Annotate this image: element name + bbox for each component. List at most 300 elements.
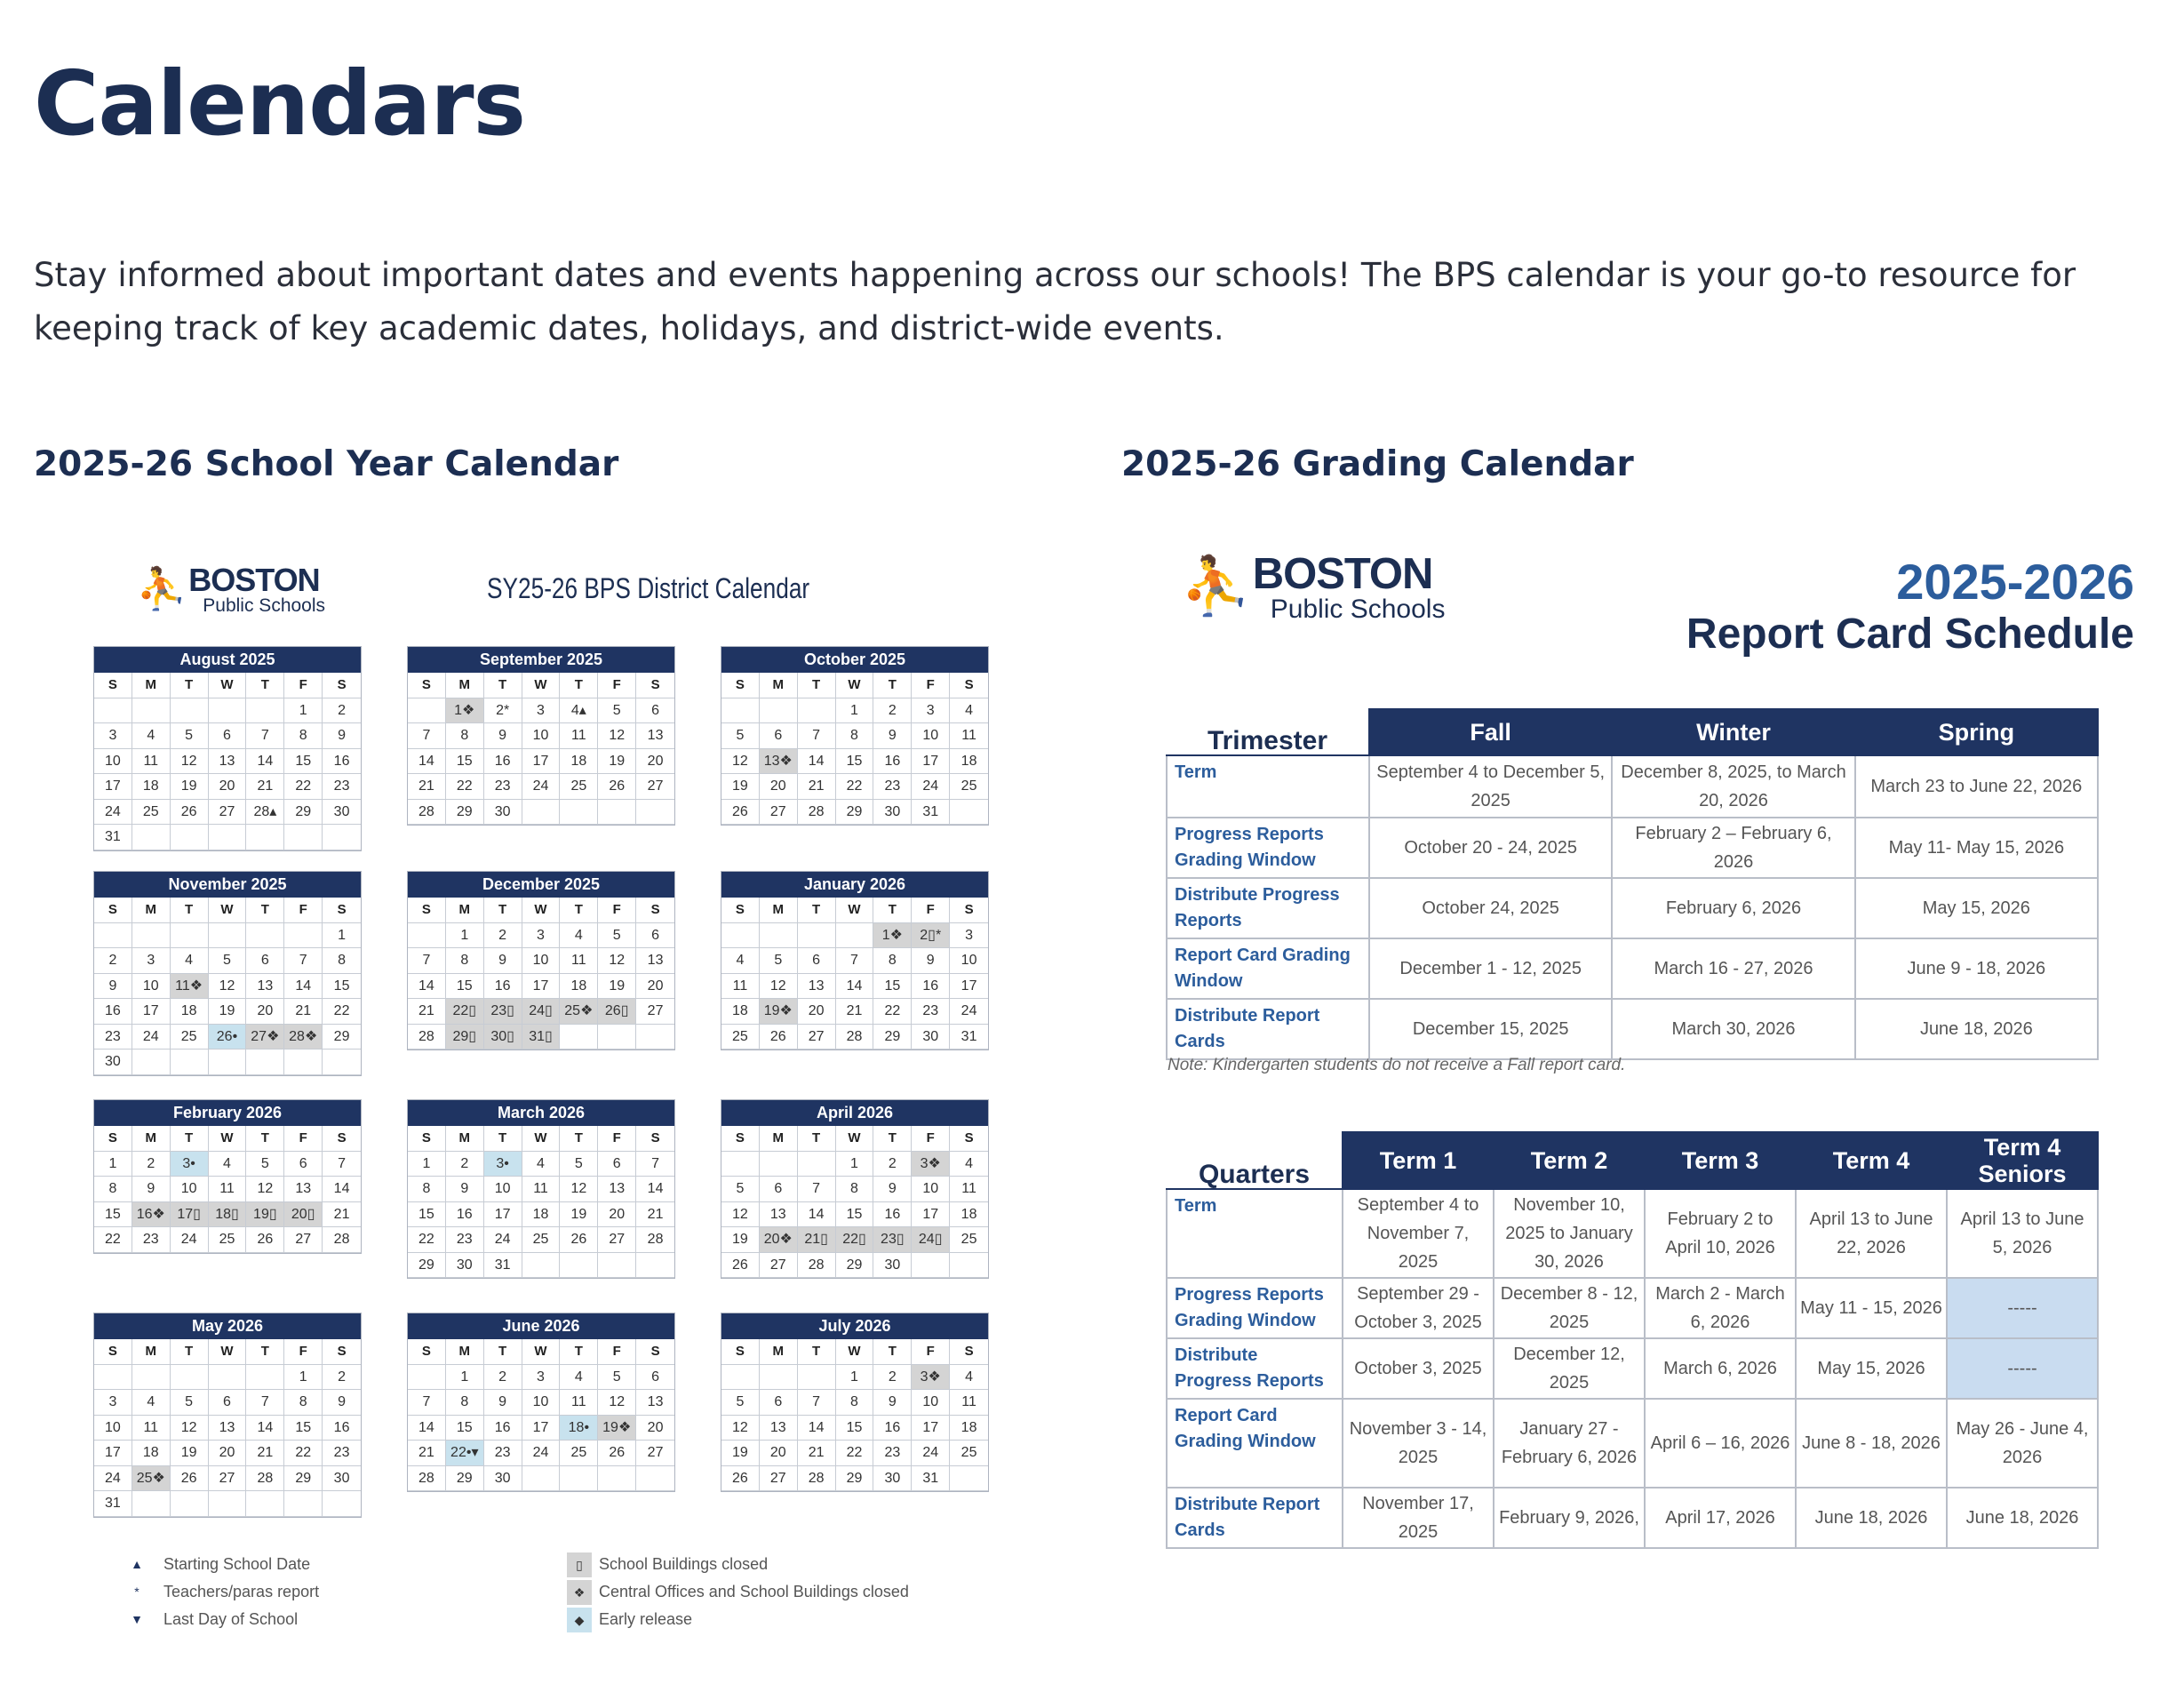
calendar-empty-cell	[284, 1491, 323, 1517]
calendar-day: 16	[873, 1416, 912, 1441]
calendar-day: 6	[209, 723, 247, 749]
calendar-day: 3	[950, 923, 988, 949]
weekday-header: T	[171, 1339, 209, 1365]
weekday-header: S	[636, 1339, 674, 1365]
calendar-day: 6	[246, 948, 284, 974]
month-name: February 2026	[94, 1100, 361, 1126]
calendar-day: 23	[484, 1441, 522, 1466]
calendar-day: 4	[132, 1390, 171, 1416]
calendar-empty-cell	[246, 825, 284, 850]
calendar-day: 20	[246, 999, 284, 1025]
table-cell: May 15, 2026	[1796, 1338, 1947, 1399]
calendar-empty-cell	[912, 1253, 950, 1279]
calendar-day: 6	[598, 1152, 636, 1177]
table-cell: October 24, 2025	[1369, 878, 1612, 938]
calendar-empty-cell	[171, 1365, 209, 1391]
month-name: May 2026	[94, 1313, 361, 1339]
table-cell: May 11 - 15, 2026	[1796, 1278, 1947, 1338]
calendar-day: 25	[560, 774, 598, 800]
calendar-day: 4	[209, 1152, 247, 1177]
calendar-day: 14	[798, 1416, 836, 1441]
calendar-day: 19	[171, 1441, 209, 1466]
calendar-day: 19	[598, 974, 636, 1000]
calendar-empty-cell	[209, 923, 247, 949]
legend-label: Central Offices and School Buildings closed	[599, 1583, 909, 1600]
calendar-day: 30	[912, 1025, 950, 1050]
table-cell: June 9 - 18, 2026	[1855, 938, 2098, 999]
calendar-day: 3❖	[912, 1365, 950, 1391]
calendar-day: 19	[560, 1202, 598, 1228]
weekday-header: M	[132, 1126, 171, 1152]
calendar-day: 4	[132, 723, 171, 749]
calendar-empty-cell	[323, 825, 361, 850]
calendar-day: 11	[950, 1177, 988, 1202]
weekday-header: T	[171, 1126, 209, 1152]
calendar-day: 4▴	[560, 698, 598, 724]
calendar-day: 17	[912, 749, 950, 775]
calendar-day: 7	[636, 1152, 674, 1177]
calendar-empty-cell	[598, 1253, 636, 1279]
calendar-day: 7	[408, 948, 446, 974]
table-cell: September 4 to December 5, 2025	[1369, 755, 1612, 818]
calendar-day: 29	[836, 800, 874, 826]
table-cell: November 10, 2025 to January 30, 2026	[1494, 1189, 1645, 1278]
weekday-header: T	[246, 1339, 284, 1365]
calendar-empty-cell	[132, 1050, 171, 1075]
calendar-day: 3	[522, 698, 561, 724]
weekday-header: S	[636, 673, 674, 698]
calendar-day: 29	[408, 1253, 446, 1279]
weekday-header: T	[798, 1126, 836, 1152]
calendar-day: 3❖	[912, 1152, 950, 1177]
calendar-day: 19	[721, 1227, 760, 1253]
calendar-day: 23	[873, 774, 912, 800]
weekday-header: M	[132, 673, 171, 698]
calendar-day: 22	[836, 1441, 874, 1466]
calendar-day: 21	[636, 1202, 674, 1228]
calendar-day: 22	[873, 999, 912, 1025]
calendar-empty-cell	[408, 1365, 446, 1391]
calendar-day: 21	[284, 999, 323, 1025]
calendar-day: 10	[522, 723, 561, 749]
calendar-day: 31	[94, 825, 132, 850]
calendar-day: 30	[323, 1466, 361, 1492]
calendar-day: 27❖	[246, 1025, 284, 1050]
school-year-calendar-image[interactable]	[34, 515, 1064, 1671]
weekday-header: T	[484, 1126, 522, 1152]
calendar-day: 11	[950, 723, 988, 749]
table-cell: March 30, 2026	[1612, 999, 1854, 1059]
legend-symbol-icon: ▼	[131, 1612, 143, 1626]
calendar-day: 26	[721, 1466, 760, 1492]
calendar-day: 2	[94, 948, 132, 974]
grading-subtitle: Report Card Schedule	[1686, 611, 2134, 658]
logo-text-public-schools: Public Schools	[203, 595, 326, 616]
calendar-day: 25	[560, 1441, 598, 1466]
calendar-day: 26	[598, 1441, 636, 1466]
calendar-day: 13	[598, 1177, 636, 1202]
calendar-day: 13	[636, 723, 674, 749]
calendar-empty-cell	[721, 1152, 760, 1177]
table-cell: May 15, 2026	[1855, 878, 2098, 938]
calendar-day: 1❖	[873, 923, 912, 949]
weekday-header: F	[284, 1126, 323, 1152]
calendar-empty-cell	[209, 1050, 247, 1075]
calendar-day: 30	[484, 800, 522, 826]
calendar-day: 3	[132, 948, 171, 974]
calendar-day: 13	[209, 1416, 247, 1441]
calendar-empty-cell	[209, 1365, 247, 1391]
weekday-header: T	[873, 1126, 912, 1152]
legend-swatch-icon: ◆	[567, 1608, 592, 1632]
calendar-empty-cell	[171, 1491, 209, 1517]
calendar-day: 28❖	[284, 1025, 323, 1050]
weekday-header: T	[560, 1339, 598, 1365]
calendar-day: 19▯	[246, 1202, 284, 1228]
calendar-day: 9	[873, 1177, 912, 1202]
weekday-header: W	[836, 1126, 874, 1152]
row-label: Term	[1167, 755, 1369, 818]
calendar-empty-cell	[760, 923, 798, 949]
calendar-day: 14	[323, 1177, 361, 1202]
calendar-day: 5	[209, 948, 247, 974]
calendar-day: 27	[636, 774, 674, 800]
quarters-column-header: Term 1	[1343, 1132, 1494, 1189]
calendar-day: 31	[912, 1466, 950, 1492]
calendar-day: 24▯	[522, 999, 561, 1025]
calendar-day: 26▯	[598, 999, 636, 1025]
calendar-empty-cell	[284, 825, 323, 850]
row-label: Distribute Progress Reports	[1167, 878, 1369, 938]
calendar-day: 2	[873, 698, 912, 724]
legend-item	[567, 1551, 909, 1578]
calendar-day: 26	[246, 1227, 284, 1253]
calendar-empty-cell	[721, 923, 760, 949]
calendar-day: 9	[873, 1390, 912, 1416]
weekday-header: S	[408, 673, 446, 698]
calendar-empty-cell	[94, 698, 132, 724]
table-row	[1167, 1399, 2098, 1488]
calendar-day: 3	[522, 1365, 561, 1391]
calendar-day: 1	[284, 1365, 323, 1391]
weekday-header: S	[94, 673, 132, 698]
calendar-day: 5	[598, 1365, 636, 1391]
calendar-empty-cell	[560, 1025, 598, 1050]
calendar-day: 20	[209, 1441, 247, 1466]
calendar-day: 27	[209, 1466, 247, 1492]
calendar-day: 12	[209, 974, 247, 1000]
calendar-day: 22	[836, 774, 874, 800]
calendar-day: 2	[484, 1365, 522, 1391]
calendar-day: 16❖	[132, 1202, 171, 1228]
calendar-day: 28	[408, 1466, 446, 1492]
calendar-day: 3	[94, 723, 132, 749]
calendar-day: 9	[94, 974, 132, 1000]
calendar-day: 18	[171, 999, 209, 1025]
calendar-day: 8	[873, 948, 912, 974]
calendar-day: 18	[950, 749, 988, 775]
calendar-day: 20	[636, 1416, 674, 1441]
calendar-day: 10	[522, 948, 561, 974]
calendar-empty-cell	[323, 1050, 361, 1075]
calendar-day: 6	[760, 1390, 798, 1416]
calendar-day: 2	[873, 1152, 912, 1177]
calendar-day: 7	[798, 723, 836, 749]
weekday-header: M	[446, 673, 484, 698]
calendar-empty-cell	[636, 800, 674, 826]
calendar-day: 17	[94, 1441, 132, 1466]
calendar-day: 6	[284, 1152, 323, 1177]
calendar-day: 17	[912, 1416, 950, 1441]
runner-icon: ⛹	[1180, 554, 1251, 619]
calendar-day: 5	[171, 723, 209, 749]
calendar-day: 8	[836, 1177, 874, 1202]
calendar-day: 27	[760, 1253, 798, 1279]
calendar-day: 24	[912, 1441, 950, 1466]
weekday-header: S	[721, 898, 760, 923]
calendar-day: 2*	[484, 698, 522, 724]
calendar-day: 27	[209, 800, 247, 826]
weekday-header: M	[446, 1126, 484, 1152]
calendar-empty-cell	[522, 800, 561, 826]
calendar-day: 14	[836, 974, 874, 1000]
calendar-day: 15	[446, 974, 484, 1000]
calendar-empty-cell	[323, 1491, 361, 1517]
calendar-empty-cell	[560, 1253, 598, 1279]
weekday-header: S	[323, 1126, 361, 1152]
calendar-day: 30	[446, 1253, 484, 1279]
calendar-empty-cell	[721, 698, 760, 724]
calendar-day: 30	[94, 1050, 132, 1075]
calendar-day: 15	[284, 749, 323, 775]
month-september-2025	[407, 646, 675, 826]
weekday-header: W	[209, 1339, 247, 1365]
calendar-day: 21	[408, 999, 446, 1025]
calendar-day: 8	[284, 1390, 323, 1416]
calendar-day: 26	[171, 1466, 209, 1492]
calendar-day: 8	[94, 1177, 132, 1202]
calendar-empty-cell	[408, 923, 446, 949]
weekday-header: S	[950, 1339, 988, 1365]
calendar-empty-cell	[598, 800, 636, 826]
calendar-empty-cell	[760, 698, 798, 724]
row-label: Distribute Report Cards	[1167, 1488, 1343, 1548]
calendar-day: 28	[246, 1466, 284, 1492]
table-row	[1167, 1338, 2098, 1399]
calendar-day: 1	[408, 1152, 446, 1177]
calendar-day: 28	[408, 800, 446, 826]
calendar-day: 17	[522, 1416, 561, 1441]
calendar-day: 18•	[560, 1416, 598, 1441]
calendar-day: 4	[950, 1152, 988, 1177]
table-cell: October 3, 2025	[1343, 1338, 1494, 1399]
weekday-header: T	[873, 898, 912, 923]
calendar-day: 17	[484, 1202, 522, 1228]
calendar-day: 5	[721, 1177, 760, 1202]
calendar-day: 11	[950, 1390, 988, 1416]
grading-calendar-image[interactable]	[1121, 515, 2134, 1582]
calendar-day: 29	[446, 800, 484, 826]
calendar-day: 15	[94, 1202, 132, 1228]
calendar-day: 26	[171, 800, 209, 826]
calendar-day: 30	[323, 800, 361, 826]
calendar-day: 15	[836, 749, 874, 775]
calendar-day: 27	[798, 1025, 836, 1050]
calendar-empty-cell	[760, 1152, 798, 1177]
row-label: Progress Reports Grading Window	[1167, 818, 1369, 878]
calendar-day: 7	[408, 723, 446, 749]
calendar-empty-cell	[246, 1491, 284, 1517]
weekday-header: S	[323, 898, 361, 923]
calendar-empty-cell	[171, 923, 209, 949]
legend-swatch-icon: ▯	[567, 1552, 592, 1577]
weekday-header: T	[560, 1126, 598, 1152]
row-label: Distribute Progress Reports	[1167, 1338, 1343, 1399]
calendar-day: 30	[873, 1466, 912, 1492]
calendar-day: 14	[798, 749, 836, 775]
table-cell: May 26 - June 4, 2026	[1947, 1399, 2098, 1488]
calendar-day: 17	[950, 974, 988, 1000]
table-row	[1167, 999, 2098, 1059]
calendar-day: 26•	[209, 1025, 247, 1050]
grading-year: 2025-2026	[1896, 554, 2134, 610]
calendar-day: 23	[484, 774, 522, 800]
calendar-day: 14	[798, 1202, 836, 1228]
legend-label: Last Day of School	[163, 1610, 299, 1628]
calendar-day: 16	[323, 1416, 361, 1441]
calendar-day: 2	[873, 1365, 912, 1391]
weekday-header: M	[760, 898, 798, 923]
calendar-day: 8	[446, 948, 484, 974]
calendar-day: 17	[522, 749, 561, 775]
calendar-day: 11	[132, 1416, 171, 1441]
calendar-empty-cell	[598, 1025, 636, 1050]
calendar-day: 24	[484, 1227, 522, 1253]
weekday-header: W	[209, 673, 247, 698]
calendar-day: 22	[408, 1227, 446, 1253]
calendar-empty-cell	[132, 923, 171, 949]
quarters-corner-label: Quarters	[1167, 1132, 1343, 1189]
bps-logo	[136, 564, 325, 615]
weekday-header: M	[132, 898, 171, 923]
calendar-empty-cell	[284, 923, 323, 949]
calendar-day: 23	[323, 1441, 361, 1466]
calendar-day: 30▯	[484, 1025, 522, 1050]
calendar-day: 23	[912, 999, 950, 1025]
calendar-empty-cell	[798, 1365, 836, 1391]
table-cell: December 15, 2025	[1369, 999, 1612, 1059]
weekday-header: W	[209, 898, 247, 923]
calendar-day: 10	[912, 1390, 950, 1416]
calendar-day: 2	[484, 923, 522, 949]
weekday-header: S	[94, 898, 132, 923]
calendar-day: 4	[171, 948, 209, 974]
weekday-header: S	[721, 1126, 760, 1152]
calendar-day: 19❖	[598, 1416, 636, 1441]
calendar-day: 12	[598, 948, 636, 974]
calendar-day: 30	[873, 1253, 912, 1279]
calendar-day: 1	[446, 1365, 484, 1391]
calendar-day: 4	[560, 1365, 598, 1391]
calendar-day: 12	[560, 1177, 598, 1202]
calendar-day: 8	[446, 1390, 484, 1416]
logo-text-boston: BOSTON	[188, 562, 320, 598]
calendar-day: 30	[873, 800, 912, 826]
calendar-day: 31▯	[522, 1025, 561, 1050]
calendar-day: 10	[484, 1177, 522, 1202]
calendar-day: 26	[760, 1025, 798, 1050]
weekday-header: S	[636, 1126, 674, 1152]
calendar-day: 27	[760, 800, 798, 826]
calendar-day: 6	[760, 1177, 798, 1202]
table-cell: June 18, 2026	[1796, 1488, 1947, 1548]
table-cell: November 17, 2025	[1343, 1488, 1494, 1548]
calendar-day: 2▯*	[912, 923, 950, 949]
calendar-day: 26	[721, 800, 760, 826]
calendar-day: 15	[446, 1416, 484, 1441]
calendar-day: 18	[950, 1416, 988, 1441]
table-cell: April 13 to June 22, 2026	[1796, 1189, 1947, 1278]
calendar-day: 11	[560, 948, 598, 974]
table-cell: September 4 to November 7, 2025	[1343, 1189, 1494, 1278]
calendar-empty-cell	[950, 800, 988, 826]
legend-label: School Buildings closed	[599, 1555, 769, 1573]
calendar-day: 30	[484, 1466, 522, 1492]
calendar-day: 22•▾	[446, 1441, 484, 1466]
calendar-day: 15	[446, 749, 484, 775]
calendar-day: 13	[284, 1177, 323, 1202]
calendar-day: 5	[760, 948, 798, 974]
calendar-day: 3	[912, 698, 950, 724]
calendar-day: 29	[836, 1466, 874, 1492]
calendar-day: 19❖	[760, 999, 798, 1025]
table-cell: March 6, 2026	[1645, 1338, 1796, 1399]
calendar-day: 2	[323, 1365, 361, 1391]
calendar-day: 3•	[171, 1152, 209, 1177]
calendar-day: 29	[836, 1253, 874, 1279]
weekday-header: S	[408, 1339, 446, 1365]
weekday-header: M	[132, 1339, 171, 1365]
calendar-day: 3•	[484, 1152, 522, 1177]
calendar-day: 8	[284, 723, 323, 749]
bps-logo-grading	[1180, 550, 1446, 624]
calendar-day: 29	[873, 1025, 912, 1050]
table-cell: -----	[1947, 1338, 2098, 1399]
weekday-header: T	[484, 898, 522, 923]
legend-item	[123, 1606, 319, 1633]
weekday-header: T	[560, 673, 598, 698]
legend-item	[123, 1578, 319, 1606]
weekday-header: M	[446, 1339, 484, 1365]
month-november-2025	[93, 871, 362, 1076]
weekday-header: F	[284, 898, 323, 923]
calendar-day: 14	[408, 974, 446, 1000]
table-row	[1167, 1189, 2098, 1278]
month-august-2025	[93, 646, 362, 851]
calendar-day: 18	[560, 974, 598, 1000]
row-label: Report Card Grading Window	[1167, 938, 1369, 999]
weekday-header: T	[246, 1126, 284, 1152]
weekday-header: T	[560, 898, 598, 923]
calendar-day: 21	[798, 1441, 836, 1466]
calendar-day: 3	[522, 923, 561, 949]
calendar-day: 28	[798, 800, 836, 826]
calendar-day: 21	[408, 1441, 446, 1466]
weekday-header: T	[798, 898, 836, 923]
district-calendar-title: SY25-26 BPS District Calendar	[487, 572, 810, 604]
calendar-day: 25	[721, 1025, 760, 1050]
calendar-day: 13❖	[760, 749, 798, 775]
